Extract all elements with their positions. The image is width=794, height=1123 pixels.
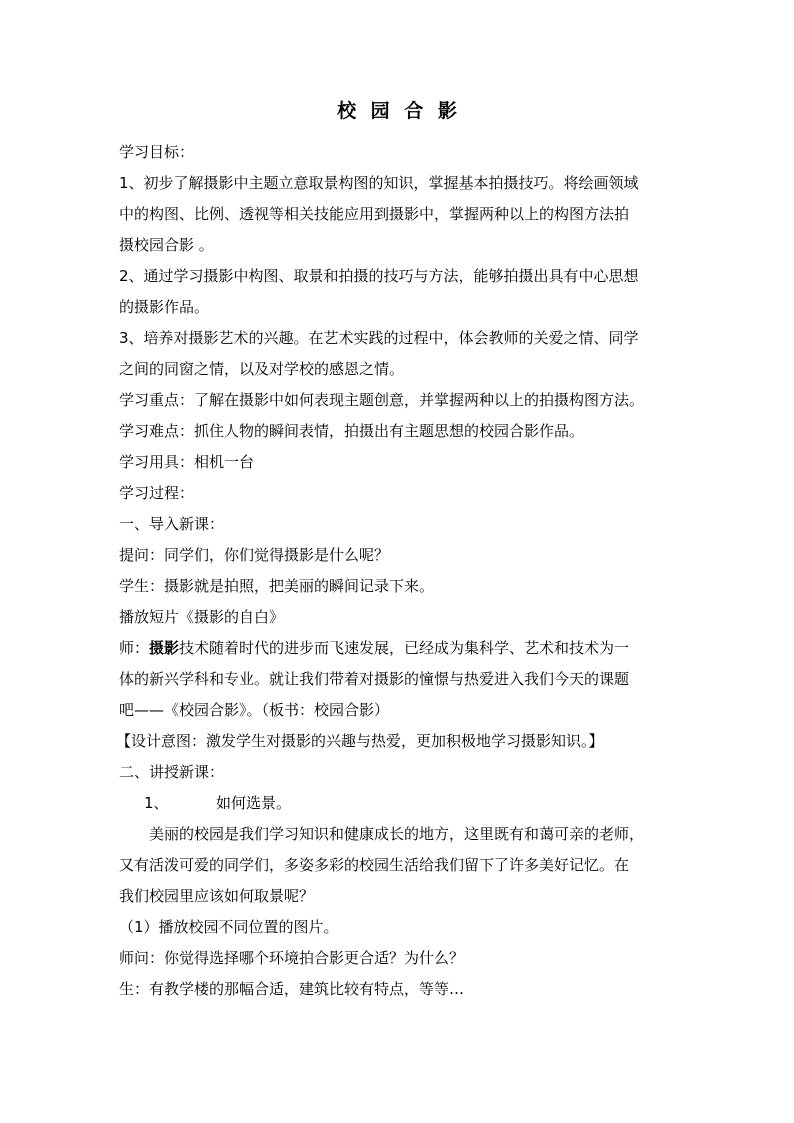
item-number: 1、 xyxy=(144,794,169,812)
objective-1-line-2: 中的构图、比例、透视等相关技能应用到摄影中，掌握两种以上的构图方法拍 xyxy=(119,205,630,223)
teacher-line-1-rest: 技术随着时代的进步而飞速发展，已经成为集科学、艺术和技术为一 xyxy=(179,639,630,657)
bold-keyword: 摄影 xyxy=(149,639,180,657)
teacher-question-line: 师问：你觉得选择哪个环境拍合影更合适？为什么？ xyxy=(119,949,465,967)
teacher-line-3: 吧——《校园合影》。（板书：校园合影） xyxy=(119,701,390,719)
objective-2-line-1: 2、通过学习摄影中构图、取景和拍摄的技巧与方法，能够拍摄出具有中心思想 xyxy=(119,267,639,285)
subsection-intro: 一、导入新课： xyxy=(119,515,225,533)
paragraph-line-3: 我们校园里应该如何取景呢？ xyxy=(119,887,315,905)
key-points: 学习重点：了解在摄影中如何表现主题创意，并掌握两种以上的拍摄构图方法。 xyxy=(119,391,645,409)
student-answer-line: 学生：摄影就是拍照，把美丽的瞬间记录下来。 xyxy=(119,577,435,595)
paragraph-line-2: 又有活泼可爱的同学们，多姿多彩的校园生活给我们留下了许多美好记忆。在 xyxy=(119,856,630,874)
document-body xyxy=(116,137,689,1005)
section-heading-objectives: 学习目标： xyxy=(119,143,195,161)
difficult-points: 学习难点：抓住人物的瞬间表情，拍摄出有主题思想的校园合影作品。 xyxy=(119,422,585,440)
teacher-line-2: 体的新兴学科和专业。就让我们带着对摄影的憧憬与热爱进入我们今天的课题 xyxy=(119,670,630,688)
document-title: 校 园 合 影 xyxy=(337,100,457,122)
objective-1-line-1: 1、初步了解摄影中主题立意取景构图的知识，掌握基本拍摄技巧。将绘画领域 xyxy=(119,174,639,192)
subsection-new-lesson: 二、讲授新课： xyxy=(119,763,225,781)
objective-3-line-1: 3、培养对摄影艺术的兴趣。在艺术实践的过程中，体会教师的关爱之情、同学 xyxy=(119,329,639,347)
objective-3-line-2: 之间的同窗之情，以及对学校的感恩之情。 xyxy=(119,360,405,378)
objective-1-line-3: 摄校园合影 。 xyxy=(119,236,214,254)
teacher-line-1 xyxy=(119,633,689,664)
learning-tools: 学习用具：相机一台 xyxy=(119,453,255,471)
teacher-prefix: 师： xyxy=(119,639,150,657)
student-response-line: 生：有教学楼的那幅合适，建筑比较有特点，等等… xyxy=(119,980,465,998)
question-line: 提问：同学们，你们觉得摄影是什么呢？ xyxy=(119,546,390,564)
item-text: 如何选景。 xyxy=(216,794,292,812)
numbered-item-1 xyxy=(119,788,689,819)
play-video-line: 播放短片《摄影的自白》 xyxy=(119,608,285,626)
paragraph-line-1: 美丽的校园是我们学习知识和健康成长的地方，这里既有和蔼可亲的老师， xyxy=(149,825,645,843)
step-1-line: （1）播放校园不同位置的图片。 xyxy=(119,918,339,936)
section-heading-process: 学习过程： xyxy=(119,484,195,502)
objective-2-line-2: 的摄影作品。 xyxy=(119,298,210,316)
design-intent: 【设计意图：激发学生对摄影的兴趣与热爱，更加积极地学习摄影知识。】 xyxy=(116,732,604,750)
